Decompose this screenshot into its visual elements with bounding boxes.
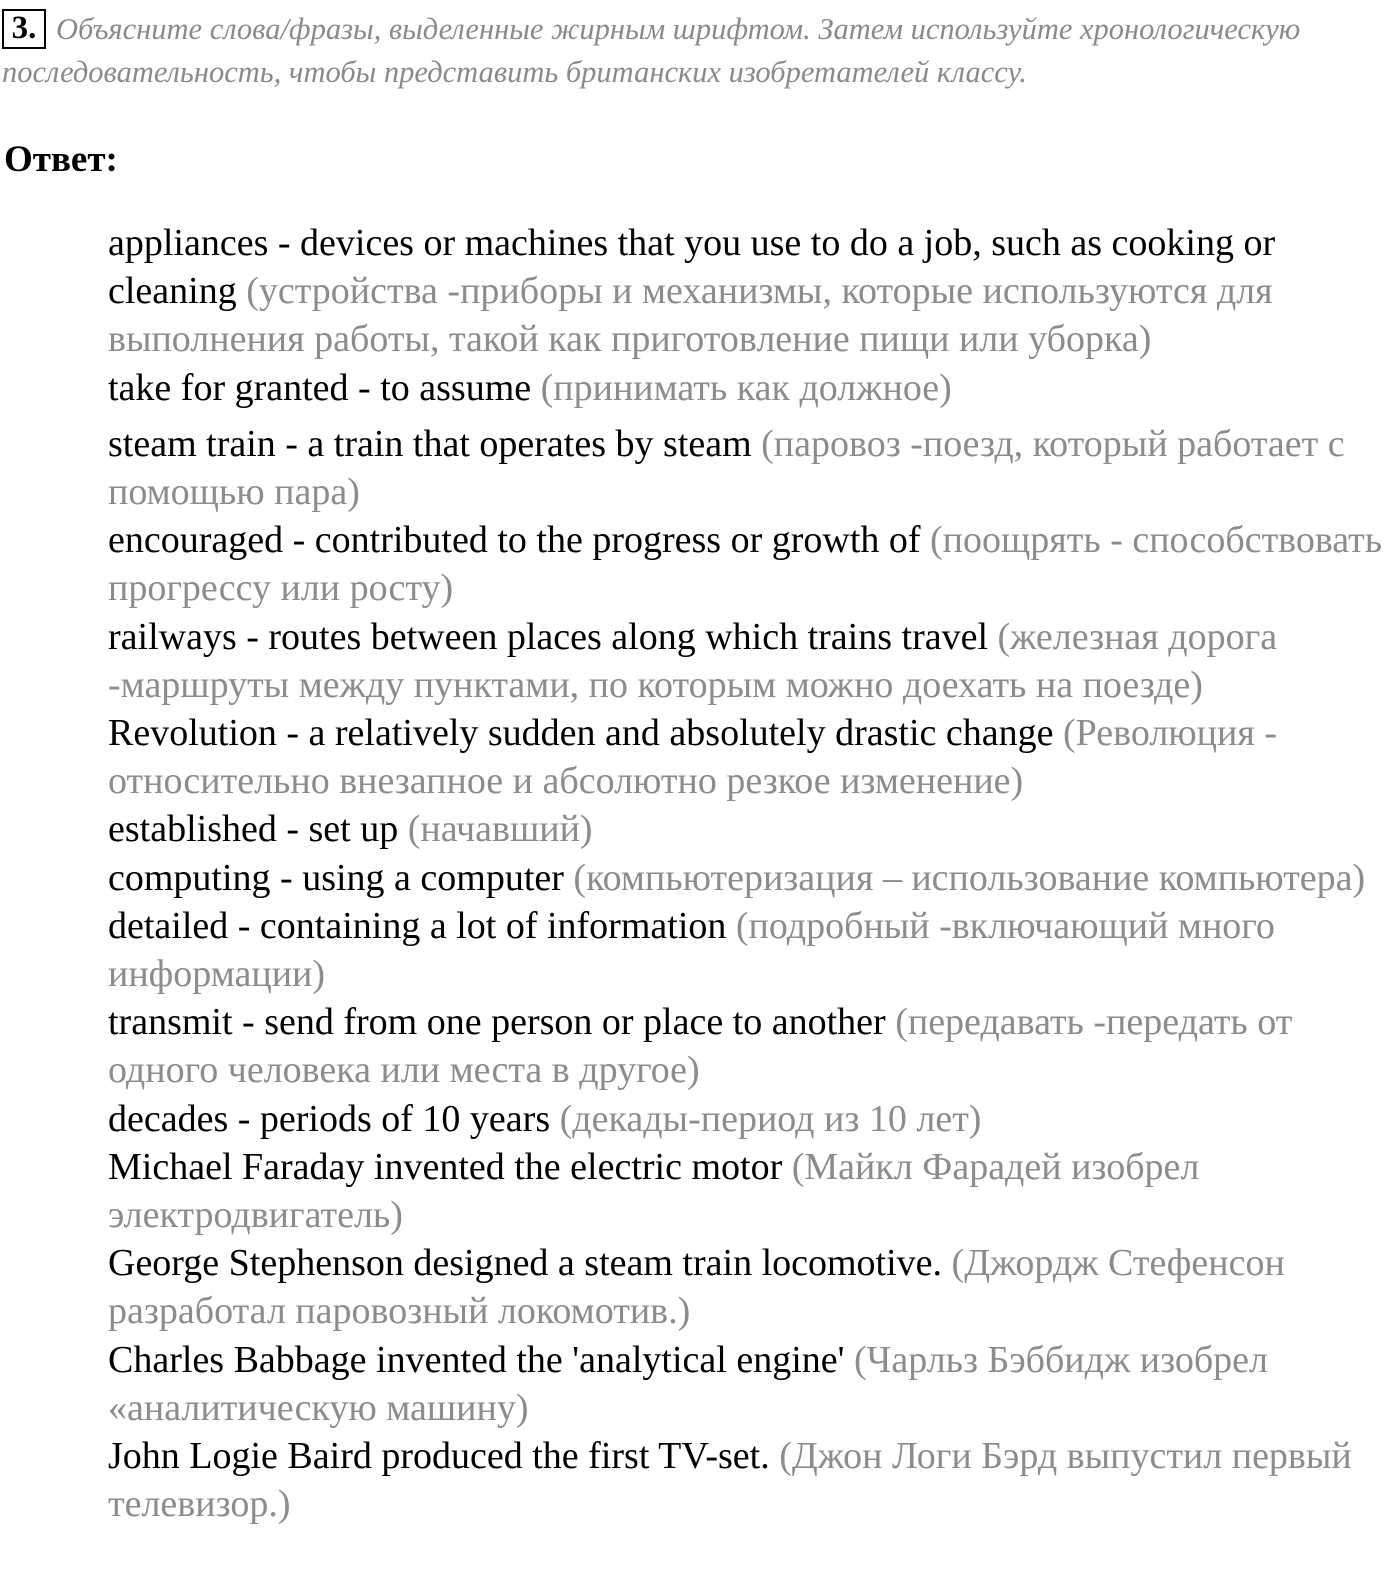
term-definition: established - set up bbox=[108, 808, 399, 851]
translation: (Чарльз Бэббидж изобрел «аналитическую машину) bbox=[108, 1338, 1269, 1429]
term-definition: railways - routes between places along which trains travel bbox=[108, 615, 989, 658]
inventor-fact: George Stephenson designed a steam train locomotive. bbox=[108, 1242, 943, 1285]
list-item bbox=[108, 613, 1398, 709]
list-item bbox=[108, 998, 1398, 1094]
list-item bbox=[108, 1432, 1398, 1528]
translation: (Майкл Фарадей изобрел электродвигатель) bbox=[108, 1145, 1200, 1237]
list-item bbox=[108, 805, 1398, 853]
translation: (начавший) bbox=[407, 808, 593, 851]
task-instruction bbox=[2, 8, 1392, 94]
term-definition: appliances - devices or machines that you use to do a job, such as cooking or cleaning bbox=[108, 222, 1276, 313]
inventor-fact: Michael Faraday invented the electric motor bbox=[108, 1145, 783, 1188]
list-item bbox=[108, 219, 1398, 364]
term-definition: take for granted - to assume bbox=[108, 366, 532, 409]
list-item bbox=[108, 1095, 1398, 1143]
term-definition: encouraged - contributed to the progress or growth of bbox=[108, 519, 921, 562]
translation: (Джон Логи Бэрд выпустил первый телевизор.) bbox=[108, 1435, 1352, 1526]
list-item bbox=[108, 364, 1398, 412]
term-definition: steam train - a train that operates by steam bbox=[108, 422, 752, 465]
translation: (подробный -включающий много информации) bbox=[108, 904, 1275, 996]
term-definition: transmit - send from one person or place to another bbox=[108, 1001, 886, 1044]
translation: (передавать -передать от одного человека или места в другое) bbox=[108, 1001, 1293, 1092]
list-item bbox=[108, 1143, 1398, 1239]
answer-heading: Ответ: bbox=[4, 139, 118, 180]
translation: (принимать как должное) bbox=[540, 366, 952, 409]
inventor-fact: Charles Babbage invented the 'analytical engine' bbox=[108, 1338, 845, 1381]
inventor-fact: John Logie Baird produced the first TV-set. bbox=[108, 1435, 770, 1478]
translation: (компьютеризация – использование компьютера) bbox=[573, 856, 1366, 899]
list-item bbox=[108, 516, 1398, 612]
translation: (поощрять - способствовать прогрессу или росту) bbox=[108, 519, 1383, 610]
list-item bbox=[108, 854, 1398, 902]
term-definition: Revolution - a relatively sudden and absolutely drastic change bbox=[108, 712, 1054, 755]
term-definition: detailed - containing a lot of information bbox=[108, 904, 727, 947]
translation: (устройства -приборы и механизмы, которые используются для выполнения работы, такой как приготовление пищи или уборка) bbox=[108, 270, 1273, 361]
term-definition: computing - using a computer bbox=[108, 856, 564, 899]
list-item bbox=[108, 420, 1398, 516]
task-number-badge: 3. bbox=[2, 9, 46, 49]
list-item bbox=[108, 1239, 1398, 1335]
translation: (Джордж Стефенсон разработал паровозный локомотив.) bbox=[108, 1242, 1285, 1333]
list-item bbox=[108, 902, 1398, 998]
translation: (железная дорога -маршруты между пунктами, по которым можно доехать на поезде) bbox=[108, 615, 1278, 706]
translation: (Революция - относительно внезапное и абсолютно резкое изменение) bbox=[108, 712, 1277, 803]
list-item bbox=[108, 709, 1398, 805]
term-definition: decades - periods of 10 years bbox=[108, 1097, 551, 1140]
translation: (декады-период из 10 лет) bbox=[559, 1097, 982, 1140]
translation: (паровоз -поезд, который работает с помощью пара) bbox=[108, 422, 1345, 514]
list-item bbox=[108, 1336, 1398, 1432]
task-text: Объясните слова/фразы, выделенные жирным шрифтом. Затем используйте хронологическую последовательность, чтобы представить британских изобретателей классу. bbox=[2, 12, 1301, 89]
answer-list bbox=[108, 219, 1398, 1528]
